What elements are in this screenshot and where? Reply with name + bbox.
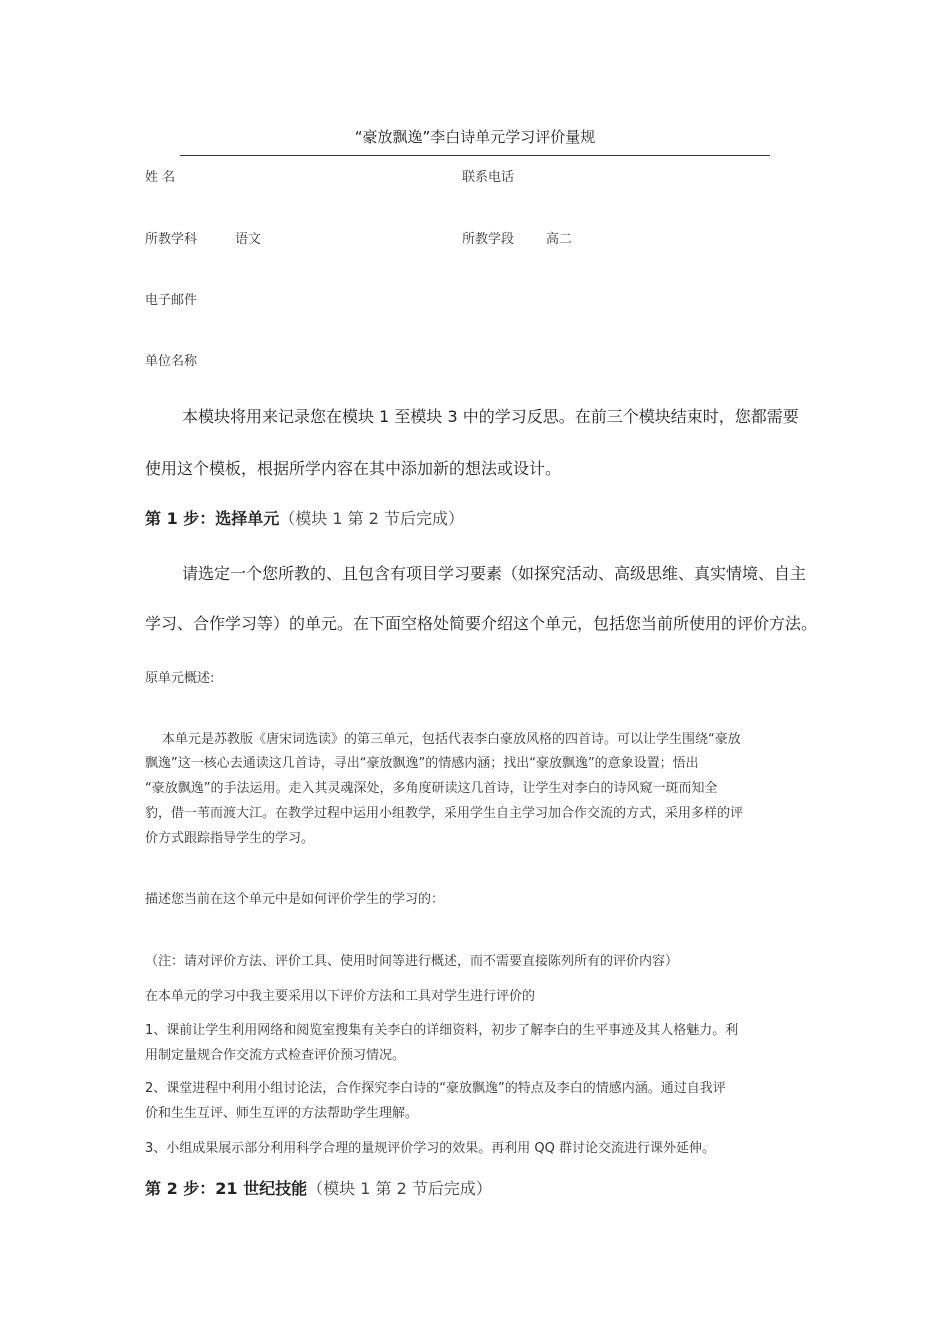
step1-heading-row (145, 506, 464, 529)
assessment-item-line: 3、小组成果展示部分利用科学合理的量规评价学习的效果。再利用 QQ 群讨论交流进行课外延伸。 (145, 1141, 716, 1156)
overview-label: 原单元概述: (145, 671, 215, 686)
phone-label: 联系电话 (462, 170, 515, 185)
assessment-item-line: 用制定量规合作交流方式检查评价预习情况。 (145, 1048, 406, 1063)
overview-line: 豹，借一苇而渡大江。在教学过程中运用小组教学，采用学生自主学习加合作交流的方式，采用多样的评 (145, 806, 744, 821)
title-underline (180, 155, 770, 156)
intro-line-1: 本模块将用来记录您在模块 1 至模块 3 中的学习反思。在前三个模块结束时，您都需要 (182, 407, 799, 426)
grade-label: 所教学段 (462, 232, 515, 247)
step2-heading-row (145, 1176, 492, 1199)
assessment-item-line: 2、课堂进程中利用小组讨论法，合作探究李白诗的“豪放飘逸”的特点及李白的情感内涵。通过自我评 (145, 1081, 726, 1096)
step1-line-2: 学习、合作学习等）的单元。在下面空格处简要介绍这个单元，包括您当前所使用的评价方法。 (145, 614, 818, 633)
assessment-label: 描述您当前在这个单元中是如何评价学生的学习的： (145, 892, 445, 907)
page-title: “豪放飘逸”李白诗单元学习评价量规 (354, 128, 596, 146)
overview-line: “豪放飘逸”的手法运用。走入其灵魂深处，多角度研读这几首诗，让学生对李白的诗风窥一斑而知全 (145, 781, 718, 796)
org-label: 单位名称 (145, 354, 198, 369)
assessment-item-line: 1、课前让学生利用网络和阅览室搜集有关李白的详细资料，初步了解李白的生平事迹及其人格魅力。利 (145, 1023, 739, 1038)
email-label: 电子邮件 (145, 293, 198, 308)
subject-label: 所教学科 (145, 232, 198, 247)
step1-heading: 第 1 步：选择单元 (145, 509, 280, 528)
overview-line: 价方式跟踪指导学生的学习。 (145, 831, 315, 846)
name-label: 姓 名 (145, 170, 176, 185)
assessment-item-line: 价和生生互评、师生互评的方法帮助学生理解。 (145, 1106, 419, 1121)
step1-note: （模块 1 第 2 节后完成） (279, 509, 464, 528)
overview-line: 飘逸”这一核心去通读这几首诗，寻出“豪放飘逸”的情感内涵；找出“豪放飘逸”的意象设置；悟出 (145, 756, 699, 771)
assessment-note: （注：请对评价方法、评价工具、使用时间等进行概述，而不需要直接陈列所有的评价内容） (145, 954, 679, 969)
step1-line-1: 请选定一个您所教的、且包含有项目学习要素（如探究活动、高级思维、真实情境、自主 (182, 564, 807, 583)
overview-line: 本单元是苏教版《唐宋词选读》的第三单元，包括代表李白豪放风格的四首诗。可以让学生围绕“豪放 (162, 732, 741, 747)
step2-heading: 第 2 步：21 世纪技能 (145, 1179, 308, 1198)
step2-note: （模块 1 第 2 节后完成） (307, 1179, 492, 1198)
assessment-intro: 在本单元的学习中我主要采用以下评价方法和工具对学生进行评价的 (145, 989, 536, 1004)
grade-value: 高二 (546, 232, 573, 247)
subject-value: 语文 (235, 232, 262, 247)
intro-line-2: 使用这个模板，根据所学内容在其中添加新的想法或设计。 (145, 459, 562, 478)
